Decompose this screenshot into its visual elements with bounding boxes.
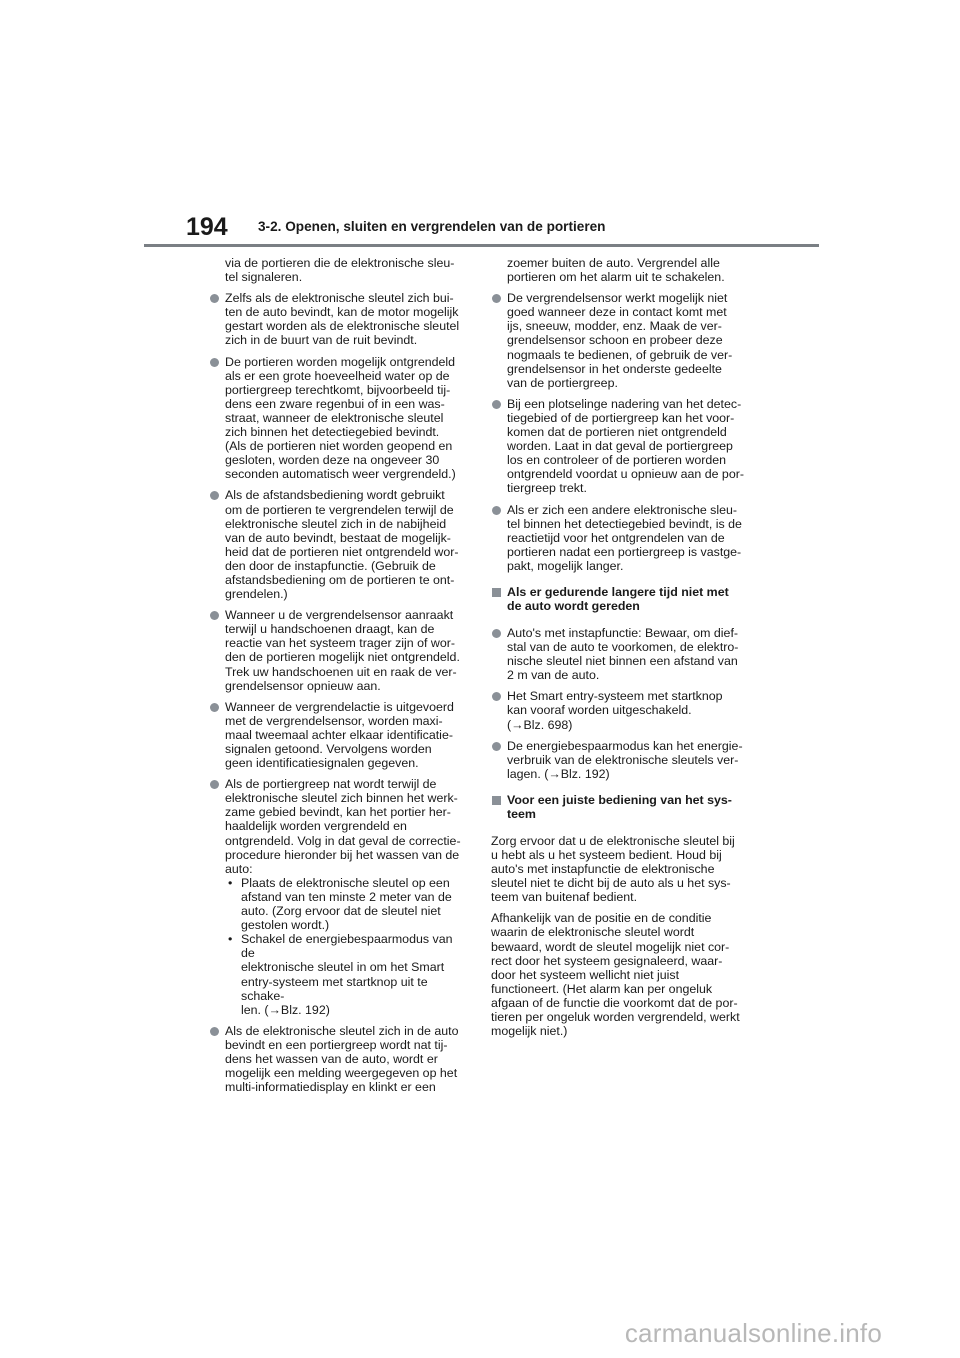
sub-item	[225, 932, 467, 1017]
sub-item	[225, 876, 467, 932]
right-column	[491, 256, 749, 1045]
bullet-text: De vergrendelsensor werkt mogelijk niet goed wanneer deze in contact komt met ijs, sneeuw, modder, enz. Maak de ver- grendelsensor schoon en probeer deze nogmaals te bedienen, of gebruik de ver- grendelsensor in het onderste gedeelte van de portiergreep.	[507, 291, 733, 390]
heading-text: Als er gedurende langere tijd niet met de auto wordt gereden	[507, 585, 729, 614]
page-number: 194	[186, 213, 228, 241]
continued-text	[209, 256, 467, 284]
sub-bullet-marker: •	[228, 875, 233, 890]
sub-item-text: Schakel de energiebespaarmodus van de elektronische sleutel in om het Smart entry-systeem met startknop uit te schake- len. (→Blz. 192)	[241, 932, 453, 1017]
bullet-dot-icon	[210, 491, 219, 500]
bullet-item	[491, 689, 749, 731]
bullet-dot-icon	[210, 358, 219, 367]
bullet-dot-icon	[210, 780, 219, 789]
bullet-text: Als er zich een andere elektronische sleu- tel binnen het detectiegebied bevindt, is de reactietijd voor het ontgrendelen van de portieren nadat een portiergreep is vastge- pakt, mogelijk langer.	[507, 502, 742, 573]
bullet-text: Wanneer de vergrendelactie is uitgevoerd met de vergrendelsensor, worden maxi- maal tweemaal achter elkaar identificatie- signalen getoond. Vervolgens worden geen identificatiesignalen gegeven.	[225, 699, 454, 771]
bullet-item	[209, 1024, 467, 1094]
bullet-text: Bij een plotselinge nadering van het detec- tiegebied of de portiergreep kan het voor- komen dat de portieren niet ontgrendeld worden. Laat in dat geval de portiergreep los en controleer of de portieren worden ontgrendeld voordat u opnieuw aan de por- tiergreep trekt.	[507, 396, 744, 496]
body-paragraph: Afhankelijk van de positie en de conditie waarin de elektronische sleutel wordt bewaard, wordt de sleutel mogelijk niet cor- rect door het systeem gesignaleerd, waar- door het systeem wellicht niet juist functioneert. (Het alarm kan per ongeluk afgaan of de functie die voorkomt dat de por- tieren per ongeluk worden vergrendeld, werkt mogelijk niet.)	[491, 911, 740, 1039]
bullet-dot-icon	[492, 400, 501, 409]
bullet-text: Het Smart entry-systeem met startknop kan vooraf worden uitgeschakeld. (→Blz. 698)	[507, 689, 723, 732]
bullet-item	[491, 503, 749, 573]
bullet-item	[491, 397, 749, 496]
bullet-text: Auto's met instapfunctie: Bewaar, om dief- stal van de auto te voorkomen, de elektro- nische sleutel niet binnen een afstand van 2 m van de auto.	[507, 625, 739, 683]
bullet-text: Als de afstandsbediening wordt gebruikt om de portieren te vergrendelen terwijl de elektronische sleutel zich in de nabijheid van de auto bevindt, bestaat de mogelijk- heid dat de portieren niet ontgrendeld wor- den door de instapfunctie. (Gebruik de afstandsbediening om de portieren te ont- grendelen.)	[225, 488, 459, 602]
bullet-text: Zelfs als de elektronische sleutel zich bui- ten de auto bevindt, kan de motor mogelijk gestart worden als de elektronische sleutel zich in de buurt van de ruit bevindt.	[225, 291, 460, 348]
bullet-dot-icon	[492, 629, 501, 638]
section-title: 3-2. Openen, sluiten en vergrendelen van de portieren	[258, 219, 606, 234]
bullet-dot-icon	[492, 742, 501, 751]
bullet-text: De energiebespaarmodus kan het energie- verbruik van de elektronische sleutels ver- lagen. (→Blz. 192)	[507, 738, 743, 781]
bullet-item	[209, 777, 467, 1017]
sub-bullet-marker: •	[228, 932, 233, 947]
square-bullet-icon	[492, 588, 501, 597]
continued-text-lines: zoemer buiten de auto. Vergrendel alle portieren om het alarm uit te schakelen.	[507, 256, 725, 285]
watermark: carmanualsonline.info	[624, 1318, 882, 1348]
bullet-item	[209, 355, 467, 482]
bullet-item	[209, 608, 467, 693]
bullet-dot-icon	[210, 1027, 219, 1036]
bullet-dot-icon	[492, 506, 501, 515]
sub-item-text: Plaats de elektronische sleutel op een afstand van ten minste 2 meter van de auto. (Zorg ervoor dat de sleutel niet gestolen wordt.)	[241, 875, 452, 933]
bullet-dot-icon	[210, 703, 219, 712]
bullet-item	[209, 700, 467, 770]
bullet-text: Wanneer u de vergrendelsensor aanraakt terwijl u handschoenen draagt, kan de reactie van het systeem trager zijn of wor- den de portieren mogelijk niet ontgrendeld. Trek uw handschoenen uit en raak de ver- grendelsensor opnieuw aan.	[225, 608, 460, 693]
bullet-text: Als de elektronische sleutel zich in de auto bevindt en een portiergreep wordt nat tij- dens het wassen van de auto, wordt er mogelijk een melding weergegeven op het multi-informatiedisplay en klinkt er een	[225, 1023, 459, 1095]
square-bullet-icon	[492, 796, 501, 805]
bullet-item	[491, 626, 749, 682]
bullet-dot-icon	[210, 611, 219, 620]
bullet-dot-icon	[492, 294, 501, 303]
bullet-dot-icon	[492, 692, 501, 701]
continued-text-lines: via de portieren die de elektronische sleu- tel signaleren.	[225, 256, 455, 285]
bullet-item	[491, 291, 749, 390]
bullet-text: De portieren worden mogelijk ontgrendeld als er een grote hoeveelheid water op de portiergreep terechtkomt, bijvoorbeeld tij- dens een zware regenbui of in een was- straat, wanneer de elektronische sleutel zich binnen het detectiegebied bevindt. (Als de portieren niet worden geopend en gesloten, worden deze na ongeveer 30 seconden automatisch weer vergrendeld.)	[225, 354, 456, 482]
header-rule	[144, 244, 819, 247]
left-column	[209, 256, 467, 1101]
body-paragraph: Zorg ervoor dat u de elektronische sleutel bij u hebt als u het systeem bedient. Houd bij auto's met instapfunctie de elektronische sleutel niet te dicht bij de auto als u het sys- teem van buitenaf bedient.	[491, 833, 735, 905]
heading-text: Voor een juiste bediening van het sys- teem	[507, 793, 732, 822]
continued-text	[491, 256, 749, 284]
bullet-item	[491, 739, 749, 781]
bullet-text: Als de portiergreep nat wordt terwijl de elektronische sleutel zich binnen het werk- zame gebied bevindt, kan het portier her- haaldelijk worden vergrendeld en ontgrendeld. Volg in dat geval de correctie- procedure hieronder bij het wassen van de auto:	[225, 777, 461, 876]
bullet-dot-icon	[210, 294, 219, 303]
bullet-item	[209, 291, 467, 347]
bullet-item	[209, 488, 467, 601]
subsection-heading	[491, 585, 749, 613]
subsection-heading	[491, 793, 749, 821]
